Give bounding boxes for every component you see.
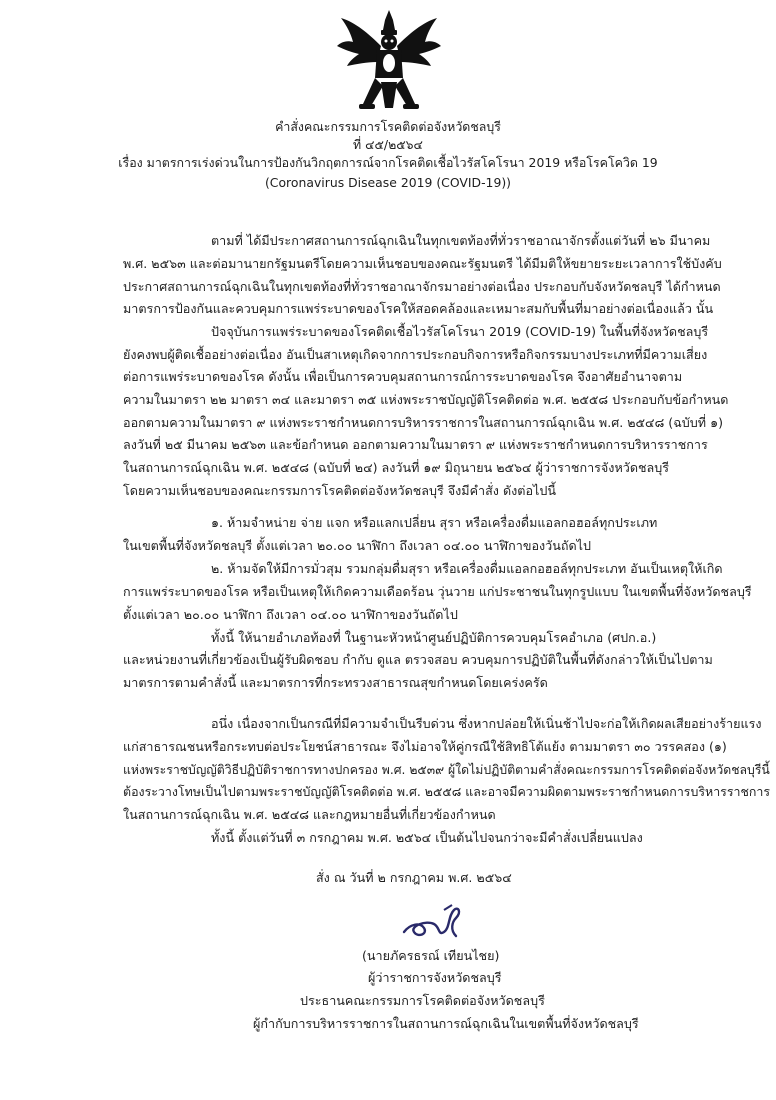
garuda-emblem-icon [333, 8, 445, 118]
order-item-1-line: ในเขตพื้นที่จังหวัดชลบุรี ตั้งแต่เวลา ๒๐.๐๐ นาฬิกา ถึงเวลา ๐๔.๐๐ นาฬิกาของวันถัดไป [123, 538, 591, 553]
paragraph-3-line: และหน่วยงานที่เกี่ยวข้องเป็นผู้รับผิดชอบ กำกับ ดูแล ตรวจสอบ ควบคุมการปฏิบัติในพื้นที่ดังกล่าวให้เป็นไปตาม [123, 652, 713, 667]
paragraph-2-line: ปัจจุบันการแพร่ระบาดของโรคติดเชื้อไวรัสโคโรนา 2019 (COVID-19) ในพื้นที่จังหวัดชลบุรี [211, 324, 709, 339]
signatory-title-1: ผู้ว่าราชการจังหวัดชลบุรี [368, 970, 502, 985]
signatory-title-2: ประธานคณะกรรมการโรคติดต่อจังหวัดชลบุรี [300, 993, 545, 1008]
order-item-2-line: ตั้งแต่เวลา ๒๐.๐๐ นาฬิกา ถึงเวลา ๐๔.๐๐ นาฬิกาของวันถัดไป [123, 607, 458, 622]
signatory-name: (นายภัครธรณ์ เทียนไชย) [362, 948, 500, 963]
subject-line-2: (Coronavirus Disease 2019 (COVID-19)) [264, 175, 512, 190]
paragraph-1-line: มาตรการป้องกันและควบคุมการแพร่ระบาดของโรคให้สอดคล้องและเหมาะสมกับพื้นที่มาอย่างต่อเนื่องแล้ว นั้น [123, 301, 714, 316]
order-item-2-line: การแพร่ระบาดของโรค หรือเป็นเหตุให้เกิดความเดือดร้อน วุ่นวาย แก่ประชาชนในทุกรูปแบบ ในเขตพื้นที่จังหวัดชลบุรี [123, 584, 752, 599]
paragraph-1-line: ประกาศสถานการณ์ฉุกเฉินในทุกเขตท้องที่ทั่วราชอาณาจักรมาอย่างต่อเนื่อง ประกอบกับจังหวัดชลบุรี ได้กำหนด [123, 279, 721, 294]
paragraph-2-line: ความในมาตรา ๒๒ มาตรา ๓๔ และมาตรา ๓๕ แห่งพระราชบัญญัติโรคติดต่อ พ.ศ. ๒๕๕๘ ประกอบกับข้อกำหนด [123, 392, 729, 407]
paragraph-4-line: แก่สาธารณชนหรือกระทบต่อประโยชน์สาธารณะ จึงไม่อาจให้คู่กรณีใช้สิทธิโต้แย้ง ตามมาตรา ๓๐ วรรคสอง (๑) [123, 739, 727, 754]
paragraph-3-line: มาตรการตามคำสั่งนี้ และมาตรการที่กระทรวงสาธารณสุขกำหนดโดยเคร่งครัด [123, 675, 548, 690]
signatory-title-3: ผู้กำกับการบริหารราชการในสถานการณ์ฉุกเฉินในเขตพื้นที่จังหวัดชลบุรี [253, 1016, 639, 1031]
paragraph-2-line: โดยความเห็นชอบของคณะกรรมการโรคติดต่อจังหวัดชลบุรี จึงมีคำสั่ง ดังต่อไปนี้ [123, 483, 556, 498]
paragraph-4-line: อนึ่ง เนื่องจากเป็นกรณีที่มีความจำเป็นรีบด่วน ซึ่งหากปล่อยให้เนิ่นช้าไปจะก่อให้เกิดผลเสียอย่างร้ายแรง [211, 716, 762, 731]
effective-date-line: ทั้งนี้ ตั้งแต่วันที่ ๓ กรกฎาคม พ.ศ. ๒๕๖๔ เป็นต้นไปจนกว่าจะมีคำสั่งเปลี่ยนแปลง [211, 830, 643, 845]
paragraph-1-line: พ.ศ. ๒๕๖๓ และต่อมานายกรัฐมนตรีโดยความเห็นชอบของคณะรัฐมนตรี ได้มีมติให้ขยายระยะเวลาการใช้บังคับ [123, 256, 722, 271]
paragraph-2-line: ต่อการแพร่ระบาดของโรค ดังนั้น เพื่อเป็นการควบคุมสถานการณ์การระบาดของโรค จึงอาศัยอำนาจตาม [123, 369, 683, 384]
paragraph-3-line: ทั้งนี้ ให้นายอำเภอท้องที่ ในฐานะหัวหน้าศูนย์ปฏิบัติการควบคุมโรคอำเภอ (ศปก.อ.) [211, 630, 657, 645]
subject-line-1: เรื่อง มาตรการเร่งด่วนในการป้องกันวิกฤตการณ์จากโรคติดเชื้อไวรัสโคโรนา 2019 หรือโรคโควิด 19 [118, 155, 658, 170]
paragraph-4-line: แห่งพระราชบัญญัติวิธีปฏิบัติราชการทางปกครอง พ.ศ. ๒๕๓๙ ผู้ใดไม่ปฏิบัติตามคำสั่งคณะกรรมการโรคติดต่อจังหวัดชลบุรีนี้ [123, 762, 770, 777]
paragraph-1-line: ตามที่ ได้มีประกาศสถานการณ์ฉุกเฉินในทุกเขตท้องที่ทั่วราชอาณาจักรตั้งแต่วันที่ ๒๖ มีนาคม [211, 233, 711, 248]
paragraph-2-line: ยังคงพบผู้ติดเชื้ออย่างต่อเนื่อง อันเป็นสาเหตุเกิดจากการประกอบกิจการหรือกิจกรรมบางประเภทที่มีความเสี่ยง [123, 347, 708, 362]
order-item-1-line: ๑. ห้ามจำหน่าย จ่าย แจก หรือแลกเปลี่ยน สุรา หรือเครื่องดื่มแอลกอฮอล์ทุกประเภท [211, 515, 658, 530]
paragraph-4-line: ต้องระวางโทษเป็นไปตามพระราชบัญญัติโรคติดต่อ พ.ศ. ๒๕๕๘ และอาจมีความผิดตามพระราชกำหนดการบริหารราชการ [123, 784, 771, 799]
paragraph-4-line: ในสถานการณ์ฉุกเฉิน พ.ศ. ๒๕๔๘ และกฎหมายอื่นที่เกี่ยวข้องกำหนด [123, 807, 496, 822]
order-item-2-line: ๒. ห้ามจัดให้มีการมั่วสุม รวมกลุ่มดื่มสุรา หรือเครื่องดื่มแอลกอฮอล์ทุกประเภท อันเป็นเหตุให้เกิด [211, 561, 723, 576]
handwritten-signature-icon [400, 902, 470, 942]
order-date-line: สั่ง ณ วันที่ ๒ กรกฎาคม พ.ศ. ๒๕๖๔ [316, 870, 512, 885]
paragraph-2-line: ในสถานการณ์ฉุกเฉิน พ.ศ. ๒๕๔๘ (ฉบับที่ ๒๔) ลงวันที่ ๑๙ มิถุนายน ๒๕๖๔ ผู้ว่าราชการจังหวัดชลบุรี [123, 460, 670, 475]
paragraph-2-line: ออกตามความในมาตรา ๙ แห่งพระราชกำหนดการบริหารราชการในสถานการณ์ฉุกเฉิน พ.ศ. ๒๕๔๘ (ฉบับที่ ๑) [123, 415, 723, 430]
order-number: ที่ ๔๕/๒๕๖๔ [353, 137, 423, 152]
issuer-title: คำสั่งคณะกรรมการโรคติดต่อจังหวัดชลบุรี [275, 119, 501, 134]
paragraph-2-line: ลงวันที่ ๒๕ มีนาคม ๒๕๖๓ และข้อกำหนด ออกตามความในมาตรา ๙ แห่งพระราชกำหนดการบริหารราชการ [123, 437, 708, 452]
